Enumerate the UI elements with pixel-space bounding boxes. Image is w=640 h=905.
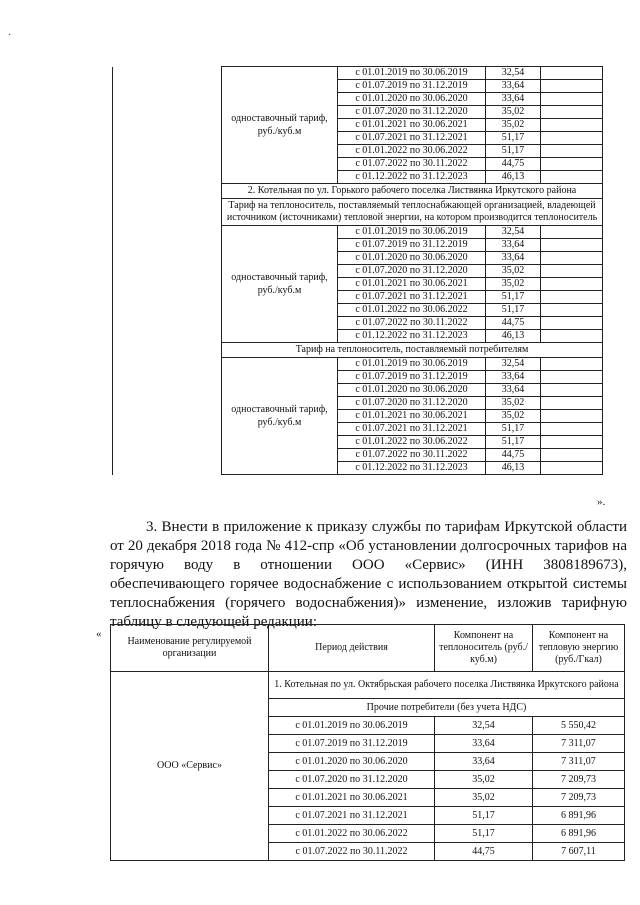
- value-cell: 46,13: [486, 462, 541, 475]
- opening-quote: «: [96, 628, 102, 640]
- value-cell: 35,02: [486, 278, 541, 291]
- consumers-subheading: Прочие потребители (без учета НДС): [269, 699, 625, 717]
- empty-cell: [541, 265, 603, 278]
- subheading-supplier-tariff: Тариф на теплоноситель, поставляемый теплоснабжающей организацией, владеющей источником (источниками) тепловой энергии, на котором производится теплоноситель: [222, 199, 603, 226]
- value-cell: 51,17: [486, 291, 541, 304]
- section-2-heading-row: [113, 184, 603, 199]
- period-cell: с 01.01.2019 по 30.06.2019: [338, 226, 486, 239]
- empty-cell: [541, 449, 603, 462]
- value-cell: 51,17: [486, 145, 541, 158]
- empty-cell: [541, 317, 603, 330]
- period-cell: с 01.01.2022 по 30.06.2022: [338, 145, 486, 158]
- period-cell: с 01.01.2022 по 30.06.2022: [338, 436, 486, 449]
- empty-cell: [541, 436, 603, 449]
- empty-cell: [541, 304, 603, 317]
- energy-cell: 7 209,73: [533, 789, 625, 807]
- empty-cell: [541, 462, 603, 475]
- period-cell: с 01.07.2021 по 31.12.2021: [338, 132, 486, 145]
- energy-cell: 5 550,42: [533, 717, 625, 735]
- table-row: [113, 358, 603, 371]
- empty-cell: [541, 278, 603, 291]
- period-cell: с 01.07.2020 по 31.12.2020: [269, 771, 435, 789]
- tariff-table-continued: [112, 66, 603, 475]
- rate-label: одноставочный тариф, руб./куб.м: [222, 358, 338, 475]
- empty-cell: [541, 397, 603, 410]
- value-cell: 33,64: [486, 80, 541, 93]
- period-cell: с 01.01.2022 по 30.06.2022: [338, 304, 486, 317]
- value-cell: 35,02: [486, 119, 541, 132]
- value-cell: 46,13: [486, 330, 541, 343]
- empty-cell: [541, 291, 603, 304]
- corner-mark: ·: [8, 30, 12, 41]
- value-cell: 51,17: [486, 423, 541, 436]
- carrier-cell: 33,64: [435, 735, 533, 753]
- empty-cell: [541, 239, 603, 252]
- period-cell: с 01.07.2020 по 31.12.2020: [338, 397, 486, 410]
- clause-3-text: 3. Внести в приложение к приказу службы по тарифам Иркутской области от 20 декабря 2018 года № 412-спр «Об установлении долгосрочных тарифов на горячую воду в отношении ООО «Сервис» (ИНН 3808189673), обеспечивающего горячее водоснабжение с использованием открытой системы теплоснабжения (горячего водоснабжения)» изменение, изложив тарифную таблицу в следующей редакции:: [110, 519, 627, 630]
- energy-cell: 6 891,96: [533, 807, 625, 825]
- energy-cell: 7 209,73: [533, 771, 625, 789]
- period-cell: с 01.01.2020 по 30.06.2020: [338, 93, 486, 106]
- empty-cell: [541, 410, 603, 423]
- value-cell: 44,75: [486, 449, 541, 462]
- period-cell: с 01.07.2019 по 31.12.2019: [338, 371, 486, 384]
- blank-cell: [113, 343, 222, 358]
- table-header-row: [111, 625, 625, 672]
- period-cell: с 01.12.2022 по 31.12.2023: [338, 330, 486, 343]
- empty-cell: [541, 226, 603, 239]
- subheading-consumer-tariff: Тариф на теплоноситель, поставляемый потребителям: [222, 343, 603, 358]
- value-cell: 33,64: [486, 384, 541, 397]
- blank-cell: [113, 184, 222, 199]
- value-cell: 51,17: [486, 304, 541, 317]
- empty-cell: [541, 330, 603, 343]
- period-cell: с 01.01.2020 по 30.06.2020: [338, 252, 486, 265]
- header-energy: Компонент на тепловую энергию (руб./Гкал): [533, 625, 625, 672]
- org-name: ООО «Сервис»: [111, 672, 269, 861]
- empty-cell: [541, 93, 603, 106]
- empty-cell: [541, 132, 603, 145]
- value-cell: 33,64: [486, 252, 541, 265]
- carrier-cell: 51,17: [435, 807, 533, 825]
- period-cell: с 01.01.2019 по 30.06.2019: [338, 67, 486, 80]
- empty-cell: [541, 423, 603, 436]
- carrier-cell: 35,02: [435, 771, 533, 789]
- empty-cell: [541, 106, 603, 119]
- value-cell: 51,17: [486, 436, 541, 449]
- carrier-cell: 33,64: [435, 753, 533, 771]
- closing-quote: ».: [597, 496, 606, 508]
- value-cell: 35,02: [486, 410, 541, 423]
- period-cell: с 01.07.2020 по 31.12.2020: [338, 106, 486, 119]
- section-1-heading: 1. Котельная по ул. Октябрьская рабочего поселка Листвянка Иркутского района: [269, 672, 625, 699]
- period-cell: с 01.12.2022 по 31.12.2023: [338, 171, 486, 184]
- period-cell: с 01.01.2021 по 30.06.2021: [338, 278, 486, 291]
- empty-cell: [541, 384, 603, 397]
- empty-cell: [541, 171, 603, 184]
- period-cell: с 01.12.2022 по 31.12.2023: [338, 462, 486, 475]
- value-cell: 44,75: [486, 158, 541, 171]
- value-cell: 35,02: [486, 397, 541, 410]
- period-cell: с 01.07.2022 по 30.11.2022: [338, 317, 486, 330]
- value-cell: 35,02: [486, 106, 541, 119]
- period-cell: с 01.07.2022 по 30.11.2022: [338, 449, 486, 462]
- value-cell: 46,13: [486, 171, 541, 184]
- header-org: Наименование регулируемой организации: [111, 625, 269, 672]
- carrier-cell: 35,02: [435, 789, 533, 807]
- period-cell: с 01.07.2022 по 30.11.2022: [269, 843, 435, 861]
- value-cell: 32,54: [486, 67, 541, 80]
- empty-cell: [541, 80, 603, 93]
- empty-cell: [541, 119, 603, 132]
- period-cell: с 01.01.2022 по 30.06.2022: [269, 825, 435, 843]
- value-cell: 33,64: [486, 371, 541, 384]
- header-period: Период действия: [269, 625, 435, 672]
- period-cell: с 01.07.2021 по 31.12.2021: [338, 423, 486, 436]
- value-cell: 35,02: [486, 265, 541, 278]
- empty-cell: [541, 67, 603, 80]
- period-cell: с 01.01.2020 по 30.06.2020: [338, 384, 486, 397]
- energy-cell: 7 607,11: [533, 843, 625, 861]
- period-cell: с 01.01.2019 по 30.06.2019: [338, 358, 486, 371]
- value-cell: 32,54: [486, 226, 541, 239]
- energy-cell: 7 311,07: [533, 753, 625, 771]
- table-row: [113, 67, 603, 80]
- rate-label: одноставочный тариф, руб./куб.м: [222, 226, 338, 343]
- hot-water-tariff-table: [110, 624, 625, 861]
- subheading-supplier-tariff-row: [113, 199, 603, 226]
- period-cell: с 01.07.2022 по 30.11.2022: [338, 158, 486, 171]
- empty-cell: [541, 358, 603, 371]
- blank-cell: [113, 67, 222, 184]
- empty-cell: [541, 371, 603, 384]
- period-cell: с 01.07.2021 по 31.12.2021: [269, 807, 435, 825]
- period-cell: с 01.07.2019 по 31.12.2019: [269, 735, 435, 753]
- empty-cell: [541, 145, 603, 158]
- blank-cell: [113, 358, 222, 475]
- section-heading-row: [111, 672, 625, 699]
- blank-cell: [113, 226, 222, 343]
- section-2-heading: 2. Котельная по ул. Горького рабочего поселка Листвянка Иркутского района: [222, 184, 603, 199]
- period-cell: с 01.01.2021 по 30.06.2021: [338, 119, 486, 132]
- table-row: [113, 226, 603, 239]
- empty-cell: [541, 252, 603, 265]
- carrier-cell: 32,54: [435, 717, 533, 735]
- value-cell: 33,64: [486, 93, 541, 106]
- value-cell: 33,64: [486, 239, 541, 252]
- period-cell: с 01.01.2020 по 30.06.2020: [269, 753, 435, 771]
- period-cell: с 01.07.2019 по 31.12.2019: [338, 80, 486, 93]
- energy-cell: 6 891,96: [533, 825, 625, 843]
- empty-cell: [541, 158, 603, 171]
- value-cell: 44,75: [486, 317, 541, 330]
- energy-cell: 7 311,07: [533, 735, 625, 753]
- period-cell: с 01.01.2021 по 30.06.2021: [338, 410, 486, 423]
- period-cell: с 01.07.2021 по 31.12.2021: [338, 291, 486, 304]
- carrier-cell: 44,75: [435, 843, 533, 861]
- period-cell: с 01.01.2021 по 30.06.2021: [269, 789, 435, 807]
- period-cell: с 01.07.2019 по 31.12.2019: [338, 239, 486, 252]
- rate-label: одноставочный тариф, руб./куб.м: [222, 67, 338, 184]
- value-cell: 32,54: [486, 358, 541, 371]
- period-cell: с 01.07.2020 по 31.12.2020: [338, 265, 486, 278]
- value-cell: 51,17: [486, 132, 541, 145]
- subheading-consumer-tariff-row: [113, 343, 603, 358]
- clause-3-paragraph: [110, 518, 627, 632]
- period-cell: с 01.01.2019 по 30.06.2019: [269, 717, 435, 735]
- blank-cell: [113, 199, 222, 226]
- header-carrier: Компонент на теплоноситель (руб./куб.м): [435, 625, 533, 672]
- carrier-cell: 51,17: [435, 825, 533, 843]
